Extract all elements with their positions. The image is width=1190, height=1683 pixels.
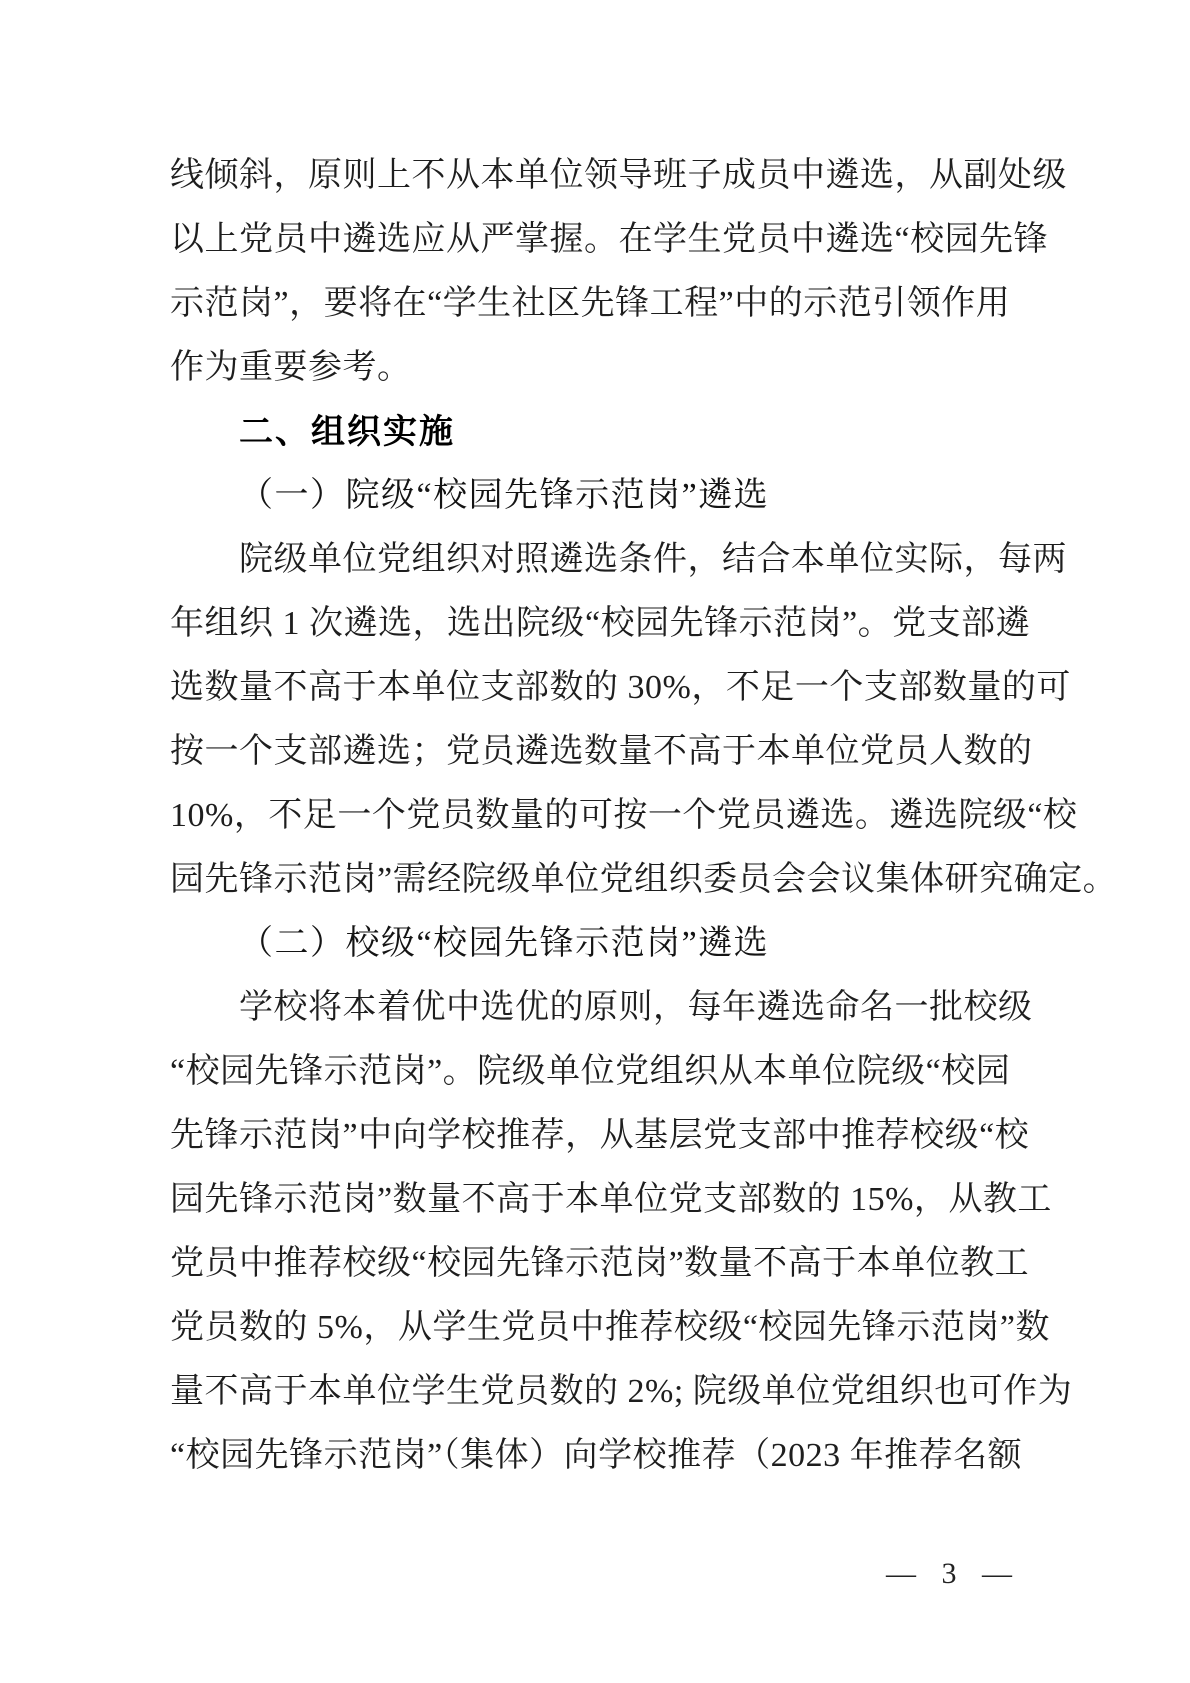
document-body bbox=[170, 144, 1118, 1488]
text-line: 年组织 1 次遴选，选出院级“校园先锋示范岗”。党支部遴 bbox=[170, 605, 1031, 642]
text-line: 10%，不足一个党员数量的可按一个党员遴选。遴选院级“校 bbox=[170, 797, 1078, 834]
section-heading-2: 二、组织实施 bbox=[239, 413, 455, 451]
page-number: — 3 — bbox=[886, 1557, 1016, 1590]
text-line: 院级单位党组织对照遴选条件，结合本单位实际，每两 bbox=[239, 541, 1067, 578]
text-line: 选数量不高于本单位支部数的 30%，不足一个支部数量的可 bbox=[170, 669, 1071, 706]
text-line: 党员数的 5%，从学生党员中推荐校级“校园先锋示范岗”数 bbox=[170, 1309, 1051, 1346]
subsection-heading-1: （一）院级“校园先锋示范岗”遴选 bbox=[239, 477, 770, 514]
text-line: 以上党员中遴选应从严掌握。在学生党员中遴选“校园先锋 bbox=[170, 221, 1049, 258]
text-line: 示范岗”，要将在“学生社区先锋工程”中的示范引领作用 bbox=[170, 285, 1011, 322]
text-line: 作为重要参考。 bbox=[170, 349, 412, 386]
subsection-heading-2: （二）校级“校园先锋示范岗”遴选 bbox=[239, 925, 770, 962]
text-line: 线倾斜，原则上不从本单位领导班子成员中遴选，从副处级 bbox=[170, 157, 1067, 194]
text-line: 园先锋示范岗”需经院级单位党组织委员会会议集体研究确定。 bbox=[170, 861, 1118, 898]
text-line: 量不高于本单位学生党员数的 2%; 院级单位党组织也可作为 bbox=[170, 1373, 1073, 1410]
text-line: 学校将本着优中选优的原则，每年遴选命名一批校级 bbox=[239, 989, 1033, 1026]
text-line: “校园先锋示范岗”（集体）向学校推荐（2023 年推荐名额 bbox=[170, 1437, 1023, 1474]
text-line: 园先锋示范岗”数量不高于本单位党支部数的 15%，从教工 bbox=[170, 1181, 1052, 1218]
text-line: “校园先锋示范岗”。院级单位党组织从本单位院级“校园 bbox=[170, 1053, 1011, 1090]
text-line: 党员中推荐校级“校园先锋示范岗”数量不高于本单位教工 bbox=[170, 1245, 1030, 1282]
text-line: 先锋示范岗”中向学校推荐，从基层党支部中推荐校级“校 bbox=[170, 1117, 1030, 1154]
text-line: 按一个支部遴选；党员遴选数量不高于本单位党员人数的 bbox=[170, 733, 1033, 770]
